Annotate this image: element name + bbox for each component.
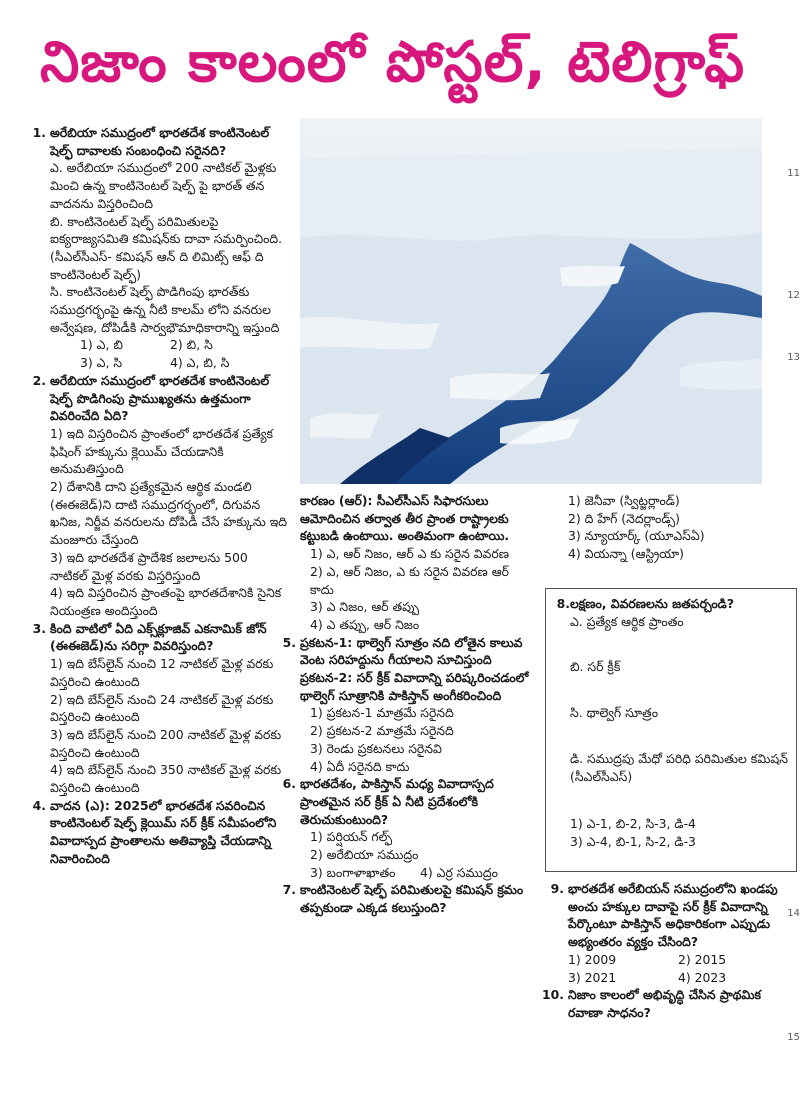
question-7-options bbox=[568, 492, 793, 563]
question-text: భారతదేశ అరేబియన్ సముద్రంలోని ఖండపు అంచు హక్కుల దావాపై సర్ క్రీక్ వివాదాన్ని పేర్కొంటూ పాకిస్తాన్ అధికారికంగా ఎప్పుడు అభ్యంతరం వ్యక్తం చేసింది? bbox=[568, 881, 778, 950]
edge-question-number: 11 bbox=[787, 168, 800, 179]
edge-question-number: 12 bbox=[787, 290, 800, 301]
statement-b: బి. కాంటినెంటల్ షెల్ఫ్ పరిమితులపై ఐక్యరాజ్యసమితి కమిషన్‌కు దావా సమర్పించింది. (సీఎల్‌సీఎస్- కమిషన్ ఆన్ ది లిమిట్స్ ఆఫ్ ది కాంటినెంటల్ షెల్ఫ్) bbox=[50, 213, 283, 282]
option: 1) పర్షియన్ గల్ఫ్ bbox=[310, 829, 393, 845]
question-6 bbox=[282, 775, 536, 881]
question-number: 3. bbox=[32, 620, 46, 636]
statement-c: సి. కాంటినెంటల్ షెల్ఫ్ పొడిగింపు భారత్‌కు సముద్రగర్భంపై ఉన్న నీటి కాలమ్ లోని వనరుల అన్వేషణ, దోపిడీకి సార్వభౌమాధికారాన్ని ఇస్తుంది bbox=[50, 284, 280, 335]
option: 1) ఎ-1, బి-2, సి-3, డి-4 bbox=[570, 816, 696, 832]
option: 1) జెనీవా (స్విట్జర్లాండ్) bbox=[568, 493, 680, 508]
option: 4) ఇది బేస్‌లైన్ నుంచి 350 నాటికల్ మైళ్ల వరకు విస్తరించి ఉంటుంది bbox=[50, 762, 282, 796]
statement-a: ఎ. అరేబియా సముద్రంలో 200 నాటికల్ మైళ్లకు మించి ఉన్న కాంటినెంటల్ షెల్ఫ్ పై భారత్ తన వాదనను విస్తరించింది bbox=[50, 160, 277, 211]
option: 3) రెండు ప్రకటనలు సరైనవి bbox=[310, 740, 442, 756]
page-headline: నిజాం కాలంలో పోస్టల్, టెలిగ్రాఫ్ bbox=[40, 30, 746, 95]
option: 1) ఎ, బి bbox=[80, 337, 123, 353]
column-left bbox=[32, 124, 288, 868]
question-text: అరేబియా సముద్రంలో భారతదేశ కాంటినెంటల్ షెల్ఫ్ పొడిగింపు ప్రాముఖ్యతను ఉత్తమంగా వివరించేది ఏది? bbox=[50, 372, 270, 424]
option: 2) 2015 bbox=[678, 951, 727, 967]
option: 3) ఎ నిజం, ఆర్ తప్పు bbox=[310, 599, 420, 615]
sea-ice-photo bbox=[300, 118, 762, 484]
question-1 bbox=[32, 124, 288, 372]
option: 2) ప్రకటన-2 మాత్రమే సరైనది bbox=[310, 723, 454, 739]
option: 4) ఎ తప్పు, ఆర్ నిజం bbox=[310, 616, 420, 632]
option: 4) ఇది విస్తరించిన ప్రాంతంపై భారతదేశానికి సైనిక నియంత్రణ అందిస్తుంది bbox=[50, 585, 282, 618]
option: 3) ఎ-4, బి-1, సి-2, డి-3 bbox=[570, 833, 696, 849]
match-item: సి. థాల్వెగ్ సూత్రం bbox=[570, 705, 658, 721]
question-number: 6. bbox=[282, 776, 296, 792]
question-text: అరేబియా సముద్రంలో భారతదేశ కాంటినెంటల్ షెల్ఫ్ దావాలకు సంబంధించి సరైనది? bbox=[50, 125, 270, 158]
question-text: ప్రకటన-1: థాల్వెగ్ సూత్రం నది లోతైన కాలువ వెంట సరిహద్దును గీయాలని సూచిస్తుంది bbox=[300, 634, 523, 668]
options-row bbox=[300, 864, 536, 882]
question-number: 9. bbox=[550, 881, 564, 896]
question-text: కింది వాటిలో ఏది ఎక్స్‌క్లూజివ్ ఎకనామిక్ జోన్ (ఈఈజెడ్)ను సరిగ్గా వివరిస్తుంది? bbox=[50, 620, 267, 654]
edge-question-number: 15 bbox=[787, 1032, 800, 1043]
option: 4) 2023 bbox=[678, 969, 727, 985]
edge-question-number: 13 bbox=[787, 352, 800, 363]
question-number: 4. bbox=[32, 797, 46, 813]
question-3 bbox=[32, 620, 288, 797]
question-number: 8. bbox=[556, 596, 570, 611]
match-item: ఎ. ప్రత్యేక ఆర్థిక ప్రాంతం bbox=[570, 613, 684, 629]
reason-text: కారణం (ఆర్): సీఎల్‌సీఎస్ సిఫారసులు ఆమోదించిన తర్వాత తీర ప్రాంత రాష్ట్రాలకు కట్టుబడి ఉంటాయి. అంతిమంగా ఉంటాయి. bbox=[300, 493, 510, 544]
question-text: కాంటినెంటల్ షెల్ఫ్ పరిమితులపై కమిషన్ క్రమం తప్పకుండా ఎక్కడ కలుస్తుంది? bbox=[300, 882, 524, 916]
column-right-bottom bbox=[542, 880, 793, 1022]
option: 2) ది హేగ్ (నెదర్లాండ్స్) bbox=[568, 510, 680, 526]
option: 3) ఎ, సి bbox=[80, 355, 123, 371]
question-number: 1. bbox=[32, 125, 46, 140]
edge-question-number: 14 bbox=[787, 908, 800, 919]
option: 3) ఇది భారతదేశ ప్రాదేశిక జలాలను 500 నాటికల్ మైళ్ల వరకు విస్తరిస్తుంది bbox=[50, 549, 248, 583]
option: 3) 2021 bbox=[568, 969, 617, 985]
option: 4) ఎ, బి, సి bbox=[170, 355, 230, 371]
match-item: బి. సర్ క్రీక్ bbox=[570, 659, 621, 675]
options-row bbox=[568, 969, 793, 987]
match-item: డి. సముద్రపు మేధో పరిధి పరిమితుల కమిషన్ (సీఎల్‌సీఎస్) bbox=[570, 750, 788, 784]
question-4-continued bbox=[300, 492, 536, 634]
option: 3) ఇది బేస్‌లైన్ నుంచి 200 నాటికల్ మైళ్ల వరకు విస్తరించి ఉంటుంది bbox=[50, 726, 282, 760]
question-8-box bbox=[545, 588, 797, 872]
column-middle bbox=[282, 492, 536, 917]
question-10 bbox=[542, 986, 793, 1021]
statement-2: ప్రకటన-2: సర్ క్రీక్ వివాదాన్ని పరిష్కరించడంలో థాల్వెగ్ సూత్రానికి పాకిస్తాన్ అంగీకరించింది bbox=[300, 670, 529, 703]
question-number: 2. bbox=[32, 372, 46, 388]
option: 2) ఇది బేస్‌లైన్ నుంచి 24 నాటికల్ మైళ్ల వరకు విస్తరించి ఉంటుంది bbox=[50, 691, 274, 725]
question-4 bbox=[32, 797, 288, 868]
option: 4) వియన్నా (ఆస్ట్రియా) bbox=[568, 546, 684, 562]
option: 4) ఎర్ర సముద్రం bbox=[420, 864, 498, 880]
question-5 bbox=[282, 634, 536, 776]
sea-ice-illustration bbox=[300, 118, 762, 484]
option: 1) ప్రకటన-1 మాత్రమే సరైనది bbox=[310, 705, 454, 721]
question-9 bbox=[550, 880, 793, 986]
option: 2) ఎ, ఆర్ నిజం, ఎ కు సరైన వివరణ ఆర్ కాదు bbox=[310, 563, 509, 597]
option: 1) ఇది విస్తరించిన ప్రాంతంలో భారతదేశ ప్రత్యేక ఫిషింగ్ హక్కును క్లెయిమ్ చేయడానికి అనుమతిస్తుంది bbox=[50, 425, 273, 477]
options-row bbox=[50, 354, 288, 372]
question-number: 5. bbox=[282, 634, 296, 650]
question-text: భారతదేశం, పాకిస్తాన్ మధ్య వివాదాస్పద ప్రాంతమైన సర్ క్రీక్ ఏ నీటి ప్రదేశంలోకి తెరుచుకుంటుంది? bbox=[300, 776, 494, 827]
option: 1) ఎ, ఆర్ నిజం, ఆర్ ఎ కు సరైన వివరణ bbox=[310, 546, 509, 562]
option: 1) 2009 bbox=[568, 951, 617, 967]
option: 2) బి, సి bbox=[170, 337, 213, 353]
question-2 bbox=[32, 372, 288, 620]
option: 1) ఇది బేస్‌లైన్ నుంచి 12 నాటికల్ మైళ్ల వరకు విస్తరించి ఉంటుంది bbox=[50, 656, 274, 689]
option: 4) ఏదీ సరైనది కాదు bbox=[310, 758, 410, 774]
options-row bbox=[568, 951, 793, 969]
option: 3) బంగాళాఖాతం bbox=[310, 864, 396, 880]
options-row bbox=[50, 336, 288, 354]
question-8 bbox=[554, 595, 788, 851]
option: 3) న్యూయార్క్ (యూఎస్ఏ) bbox=[568, 528, 705, 544]
question-text: లక్షణం, వివరణలను జతపర్చండి? bbox=[570, 596, 735, 611]
question-number: 10. bbox=[542, 987, 564, 1003]
question-text: నిజాం కాలంలో అభివృద్ధి చేసిన ప్రాథమిక రవాణా సాధనం? bbox=[568, 987, 761, 1020]
question-number: 7. bbox=[282, 882, 296, 898]
option: 2) అరేబియా సముద్రం bbox=[310, 847, 419, 863]
question-text: వాదన (ఎ): 2025లో భారతదేశ సవరించిన కాంటినెంటల్ షెల్ఫ్ క్లెయిమ్ సర్ క్రీక్ సమీపంలోని వివాదాస్పద ప్రాంతాలను అతివ్యాప్తి చేయడాన్ని నివారించింది bbox=[50, 797, 277, 866]
option: 2) దేశానికి దాని ప్రత్యేకమైన ఆర్థిక మండలి (ఈఈజెడ్)ని దాటి సముద్రగర్భంలో, దిగువన ఖనిజ, నిర్జీవ వనరులను దోపిడీ చేసే హక్కును ఇది మంజూరు చేస్తుంది bbox=[50, 479, 288, 548]
question-7 bbox=[282, 881, 536, 916]
